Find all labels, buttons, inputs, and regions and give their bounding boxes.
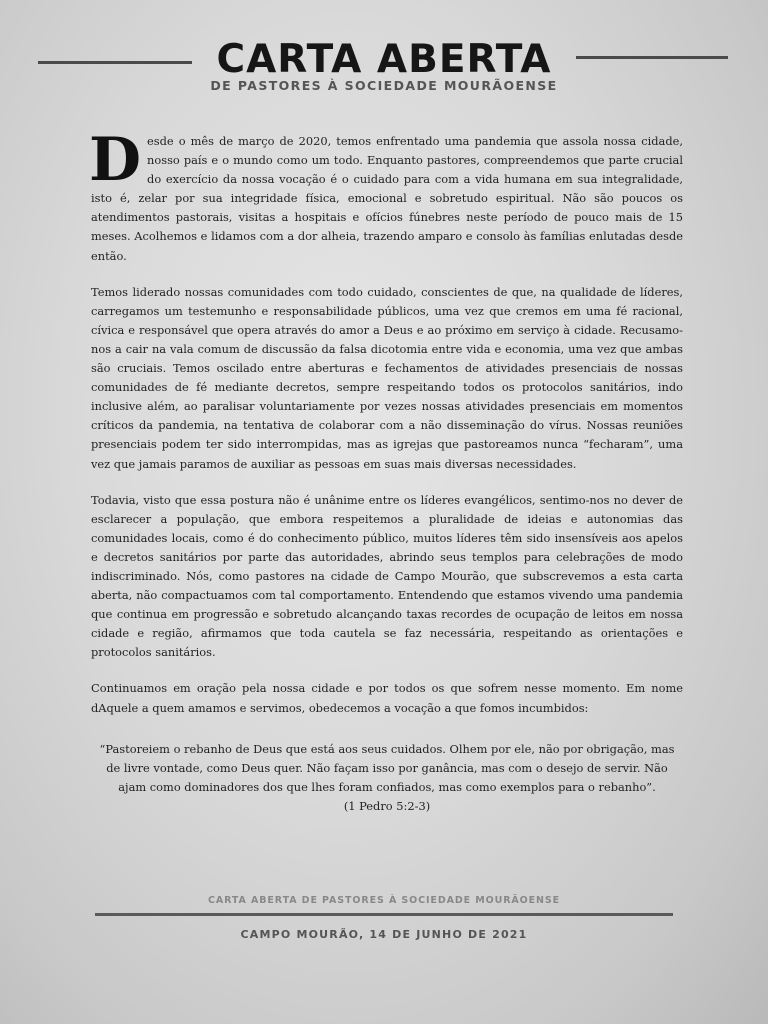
paragraph-4: Continuamos em oração pela nossa cidade e por todos os que sofrem nesse momento. Em nome dAquele a quem amamos e servimos, obedecemos a vocação a que fomos incumbidos:	[91, 681, 683, 715]
footer-subtitle: CARTA ABERTA DE PASTORES À SOCIEDADE MOURÃOENSE	[207, 895, 561, 906]
paragraph-1-text: esde o mês de março de 2020, temos enfrentado uma pandemia que assola nossa cidade, nosso país e o mundo como um todo. Enquanto pastores, compreendemos que parte crucial do exercício da nossa vocação é o cuidado para com a vida humana em sua integralidade, isto é, zelar por sua integridade física, emocional e sobretudo espiritual. Não são poucos os atendimentos pastorais, visitas a hospitais e ofícios fúnebres neste período de pouco mais de 15 meses. Acolhemos e lidamos com a dor alheia, trazendo amparo e consolo às famílias enlutadas desde então.	[91, 134, 683, 263]
paragraph-3: Todavia, visto que essa postura não é unânime entre os líderes evangélicos, sentimo-nos no dever de esclarecer a população, que embora respeitemos a pluralidade de ideias e autonomias das comunidades locais, como é do conhecimento público, muitos líderes têm sido insensíveis aos apelos e decretos sanitários por parte das autoridades, abrindo seus templos para celebrações de modo indiscriminado. Nós, como pastores na cidade de Campo Mourão, que subscrevemos a esta carta aberta, não compactuamos com tal comportamento. Entendendo que estamos vivendo uma pandemia que continua em progressão e sobretudo alcançando taxas recordes de ocupação de leitos em nossa cidade e região, afirmamos que toda cautela se faz necessária, respeitando as orientações e protocolos sanitários.	[91, 492, 683, 660]
drop-cap: D	[89, 125, 142, 195]
footer-rule	[95, 913, 673, 916]
letter-header	[0, 38, 768, 98]
paragraph-1	[89, 125, 683, 266]
page-subtitle: DE PASTORES À SOCIEDADE MOURÃOENSE	[210, 78, 558, 93]
footer-date: CAMPO MOURÃO, 14 DE JUNHO DE 2021	[240, 928, 528, 941]
bible-quote: “Pastoreiem o rebanho de Deus que está aos seus cuidados. Olhem por ele, não por obrigação, mas de livre vontade, como Deus quer. Não façam isso por ganância, mas com o desejo de servir. Não ajam como dominadores dos que lhes foram confiados, mas como exemplos para o rebanho”.	[99, 741, 675, 794]
page-title: CARTA ABERTA	[216, 37, 552, 82]
bible-quote-reference: (1 Pedro 5:2-3)	[343, 798, 431, 813]
letter-body	[89, 125, 683, 816]
paragraph-2: Temos liderado nossas comunidades com todo cuidado, conscientes de que, na qualidade de líderes, carregamos um testemunho e responsabilidade públicos, uma vez que cremos em uma fé racional, cívica e responsável que opera através do amor a Deus e ao próximo em serviço à cidade. Recusamo-nos a cair na vala comum de discussão da falsa dicotomia entre vida e economia, uma vez que ambas são cruciais. Temos oscilado entre aberturas e fechamentos de atividades presenciais de nossas comunidades de fé mediante decretos, sempre respeitando todos os protocolos sanitários, indo inclusive além, ao paralisar voluntariamente por vezes nossas atividades presenciais em momentos críticos da pandemia, na tentativa de colaborar com a não disseminação do vírus. Nossas reuniões presenciais podem ter sido interrompidas, mas as igrejas que pastoreamos nunca “fecharam”, uma vez que jamais paramos de auxiliar as pessoas em suas mais diversas necessidades.	[91, 284, 683, 471]
